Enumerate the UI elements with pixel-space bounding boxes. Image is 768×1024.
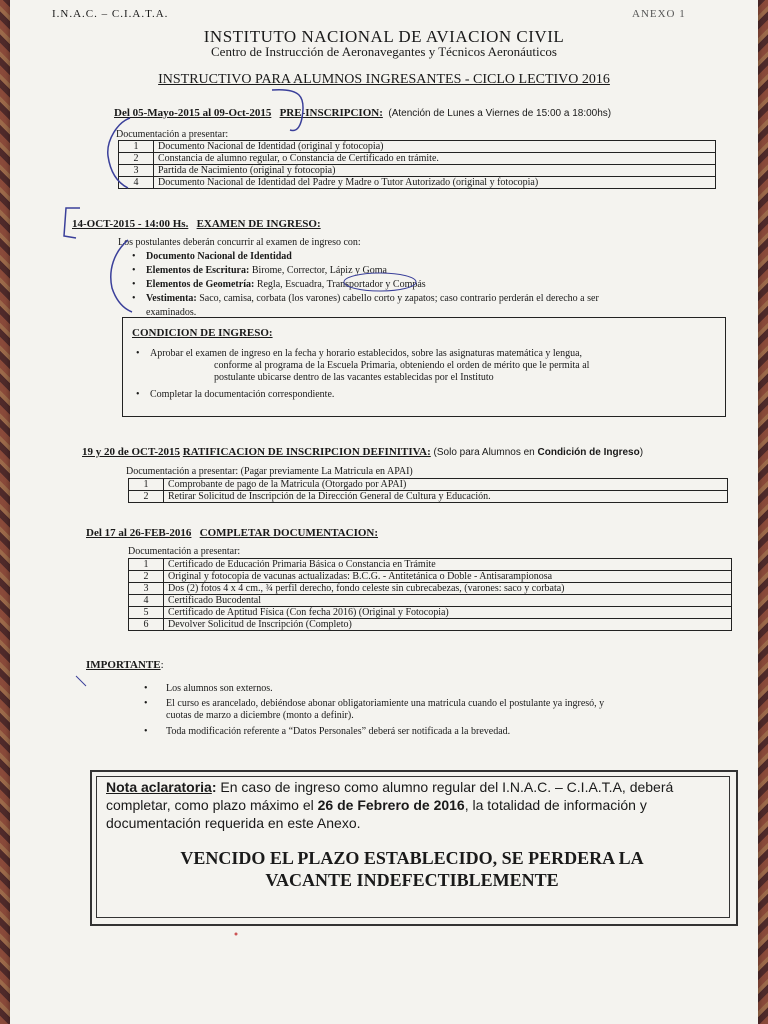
examen-date: 14-OCT-2015 - 14:00 Hs. <box>72 218 189 230</box>
nota-deadline: 26 de Febrero de 2016 <box>317 797 465 813</box>
annex-label: ANEXO 1 <box>632 8 686 20</box>
note-bold: Condición de Ingreso <box>537 447 640 458</box>
examen-intro: Los postulantes deberán concurrir al examen de ingreso con: <box>118 237 361 248</box>
item-bold: Elementos de Geometría: <box>146 279 255 290</box>
row-text: Original y fotocopia de vacunas actualizadas: B.C.G. - Antitetánica o Doble - Antisarampionosa <box>164 571 732 583</box>
importante-item1-text: Los alumnos son externos. <box>166 683 273 694</box>
item-rest: Saco, camisa, corbata (los varones) cabello corto y zapatos; caso contrario perderán el derecho a ser <box>196 293 599 304</box>
nota-line2-pre: completar, como plazo máximo el <box>106 797 318 813</box>
document-page <box>10 0 758 1024</box>
pen-bracket-items <box>111 240 132 312</box>
pen-bracket-examen <box>64 208 80 238</box>
preinscripcion-label: PRE-INSCRIPCION: <box>279 107 383 119</box>
row-number: 1 <box>129 479 164 491</box>
pen-mark-importante <box>76 676 86 686</box>
examen-vestimenta-cont: examinados. <box>146 307 197 318</box>
pen-bracket-preinscripcion <box>108 118 130 188</box>
row-number: 6 <box>129 619 164 631</box>
nota-line2-post: , la totalidad de información y <box>464 797 647 813</box>
row-number: 2 <box>129 491 164 503</box>
importante-item3-text: Toda modificación referente a “Datos Personales” deberá ser notificada a la brevedad. <box>166 726 511 737</box>
condicion-item1-line3: postulante ubicarse dentro de las vacantes establecidas por el Instituto <box>214 372 494 383</box>
warning-line2: VACANTE INDEFECTIBLEMENTE <box>265 870 559 890</box>
document-title: INSTRUCTIVO PARA ALUMNOS INGRESANTES - CICLO LECTIVO 2016 <box>158 72 610 87</box>
nota-line1-text: En caso de ingreso como alumno regular del I.N.A.C. – C.I.A.T.A, deberá <box>216 779 674 795</box>
row-text: Certificado de Educación Primaria Básica o Constancia en Trámite <box>164 559 732 571</box>
pen-dot <box>235 933 238 936</box>
row-text: Devolver Solicitud de Inscripción (Completo) <box>164 619 732 631</box>
importante-item3: • Toda modificación referente a “Datos Personales” deberá ser notificada a la brevedad. <box>144 726 511 737</box>
row-number: 3 <box>129 583 164 595</box>
row-number: 4 <box>129 595 164 607</box>
importante-item2-line2: cuotas de marzo a diciembre (monto a definir). <box>166 710 354 721</box>
institute-subtitle: Centro de Instrucción de Aeronavegantes y Técnicos Aeronáuticos <box>211 44 557 59</box>
preinscripcion-dates: Del 05-Mayo-2015 al 09-Oct-2015 <box>114 107 272 119</box>
row-number: 2 <box>119 153 154 165</box>
row-number: 2 <box>129 571 164 583</box>
note-post: ) <box>639 447 644 458</box>
item-bold: Vestimenta: <box>146 293 197 304</box>
row-text: Certificado de Aptitud Física (Con fecha 2016) (Original y Fotocopia) <box>164 607 732 619</box>
ratificacion-docs-label: Documentación a presentar: (Pagar previamente La Matricula en APAI) <box>126 466 413 477</box>
preinscripcion-docs-label: Documentación a presentar: <box>116 129 229 140</box>
institute-title: INSTITUTO NACIONAL DE AVIACION CIVIL <box>203 27 565 46</box>
condicion-item1-line1: Aprobar el examen de ingreso en la fecha y horario establecidos, sobre las asignaturas matemática y lengua, <box>150 348 583 359</box>
pen-arrow-dates <box>272 90 303 131</box>
row-text: Partida de Nacimiento (original y fotocopia) <box>154 165 716 177</box>
row-text: Documento Nacional de Identidad del Padre y Madre o Tutor Autorizado (original y fotocopia) <box>154 177 716 189</box>
row-text: Documento Nacional de Identidad (original y fotocopia) <box>154 141 716 153</box>
condicion-item1-line2: conforme al programa de la Escuela Primaria, obteniendo el orden de mérito que le permita al <box>214 360 590 371</box>
importante-item2: • El curso es arancelado, debiéndose abonar obligatoriamiente una matricula cuando el postulante ya ingresó, y <box>144 698 605 709</box>
row-text: Constancia de alumno regular, o Constancia de Certificado en trámite. <box>154 153 716 165</box>
importante-colon: : <box>160 659 164 671</box>
warning-line1: VENCIDO EL PLAZO ESTABLECIDO, SE PERDERA LA <box>180 848 644 868</box>
condicion-item2-text: Completar la documentación correspondiente. <box>150 389 335 400</box>
row-text: Comprobante de pago de la Matricula (Otorgado por APAI) <box>164 479 728 491</box>
condicion-item2: • Completar la documentación correspondiente. <box>136 389 335 400</box>
condicion-title-text: CONDICION DE INGRESO: <box>132 327 273 339</box>
note-pre: (Solo para Alumnos en <box>433 447 538 458</box>
nota-label: Nota aclaratoria <box>106 779 212 795</box>
completar-dates: Del 17 al 26-FEB-2016 <box>86 527 192 539</box>
nota-line3: documentación requerida en este Anexo. <box>106 815 361 831</box>
item-rest: Regla, Escuadra, Transportador y Compás <box>254 279 426 290</box>
item-bold: Documento Nacional de Identidad <box>146 251 292 262</box>
row-number: 1 <box>119 141 154 153</box>
row-number: 5 <box>129 607 164 619</box>
item-bold: Elementos de Escritura: <box>146 265 250 276</box>
org-short: I.N.A.C. – C.I.A.T.A. <box>52 8 169 20</box>
completar-docs-label: Documentación a presentar: <box>128 546 241 557</box>
row-text: Retirar Solicitud de Inscripción de la Dirección General de Cultura y Educación. <box>164 491 728 503</box>
completar-label: COMPLETAR DOCUMENTACION: <box>199 527 379 539</box>
importante-item2-line1: El curso es arancelado, debiéndose abonar obligatoriamiente una matricula cuando el postulante ya ingresó, y <box>166 698 605 709</box>
pen-annotations <box>10 0 758 1024</box>
row-text: Certificado Bucodental <box>164 595 732 607</box>
ratificacion-dates: 19 y 20 de OCT-2015 <box>82 446 180 458</box>
row-number: 1 <box>129 559 164 571</box>
item-rest: Birome, Corrector, Lápiz y Goma <box>249 265 387 276</box>
nota-colon: : <box>211 779 217 795</box>
importante-item1: • Los alumnos son externos. <box>144 683 273 694</box>
condicion-item1: • Aprobar el examen de ingreso en la fecha y horario establecidos, sobre las asignaturas matemática y lengua, <box>136 348 583 359</box>
preinscripcion-hours: (Atención de Lunes a Viernes de 15:00 a 18:00hs) <box>388 108 612 119</box>
importante-title: IMPORTANTE <box>86 659 161 671</box>
pen-circle-transportador <box>344 273 416 291</box>
row-text: Dos (2) fotos 4 x 4 cm., ¾ perfil derecho, fondo celeste sin cubrecabezas, (varones: saco y corbata) <box>164 583 732 595</box>
ratificacion-label: RATIFICACION DE INSCRIPCION DEFINITIVA: <box>182 446 431 458</box>
row-number: 3 <box>119 165 154 177</box>
row-number: 4 <box>119 177 154 189</box>
examen-label: EXAMEN DE INGRESO: <box>196 218 321 230</box>
